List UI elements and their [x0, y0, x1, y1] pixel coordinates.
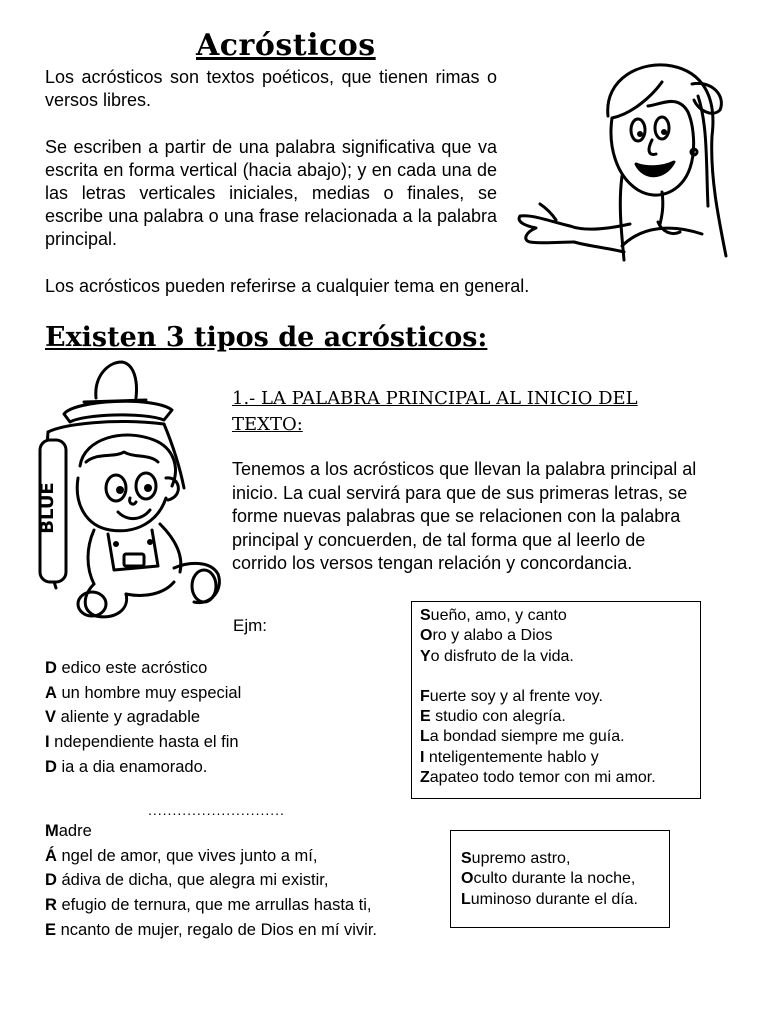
- acrostic-line: Oculto durante la noche,: [461, 870, 636, 888]
- acrostic-line: D ádiva de dicha, que alegra mi existir,: [45, 871, 329, 890]
- intro-paragraph-1: Los acrósticos son textos poéticos, que tienen rimas o versos libres.: [45, 67, 497, 110]
- acrostic-line: Fuerte soy y al frente voy.: [420, 687, 603, 705]
- type1-heading: 1.- LA PALABRA PRINCIPAL AL INICIO DEL TEXTO:: [232, 388, 638, 435]
- acrostic-line: R efugio de ternura, que me arrullas hasta ti,: [45, 896, 372, 915]
- types-heading: Existen 3 tipos de acrósticos:: [45, 322, 488, 353]
- acrostic-line: Madre: [45, 822, 92, 840]
- acrostic-line: Zapateo todo temor con mi amor.: [420, 769, 656, 787]
- acrostic-line: Yo disfruto de la vida.: [420, 647, 574, 665]
- girl-pointing-illustration: [512, 56, 732, 262]
- acrostic-box-soy-feliz: [411, 601, 701, 799]
- acrostic-line: I nteligentemente hablo y: [420, 748, 599, 766]
- acrostic-line: Supremo astro,: [461, 850, 571, 867]
- acrostic-david: [45, 656, 241, 780]
- acrostic-line: A un hombre muy especial: [45, 683, 242, 702]
- page-title: Acrósticos: [196, 28, 376, 63]
- acrostic-line: V aliente y agradable: [45, 708, 201, 727]
- type1-description: Tenemos a los acrósticos que llevan la palabra principal al inicio. La cual servirá para que de sus primeras letras, se forme nuevas palabras que se relacionen con la palabra principal y concuerden, de tal forma que al leerlo de corrido los versos tengan relación y concordancia.: [232, 459, 697, 573]
- intro-paragraph-3: Los acrósticos pueden referirse a cualquier tema en general.: [45, 276, 530, 296]
- crayon-boy-illustration: [34, 358, 226, 620]
- acrostic-line: E ncanto de mujer, regalo de Dios en mí vivir.: [45, 920, 378, 939]
- example-label: Ejm:: [233, 616, 267, 635]
- acrostic-madre: [45, 819, 377, 943]
- acrostic-line: Á ngel de amor, que vives junto a mí,: [45, 846, 318, 865]
- acrostic-line: Luminoso durante el día.: [461, 890, 638, 908]
- separator-dots: ............................: [148, 802, 285, 818]
- acrostic-line: La bondad siempre me guía.: [420, 728, 625, 746]
- acrostic-line: I ndependiente hasta el fin: [45, 733, 239, 752]
- intro-paragraph-2: Se escriben a partir de una palabra significativa que va escrita en forma vertical (hacia abajo); y en cada una de las letras verticales iniciales, medias o finales, se escribe una palabra o una frase relacionada a la palabra principal.: [45, 137, 497, 249]
- acrostic-line: E studio con alegría.: [420, 708, 566, 726]
- stanza-gap: [420, 667, 692, 687]
- acrostic-line: Oro y alabo a Dios: [420, 627, 553, 645]
- acrostic-box-sol: [450, 830, 670, 928]
- acrostic-line: D ia a dia enamorado.: [45, 757, 208, 776]
- crayon-label: BLUE: [37, 482, 58, 534]
- acrostic-line: D edico este acróstico: [45, 659, 208, 677]
- acrostic-line: Sueño, amo, y canto: [420, 607, 567, 624]
